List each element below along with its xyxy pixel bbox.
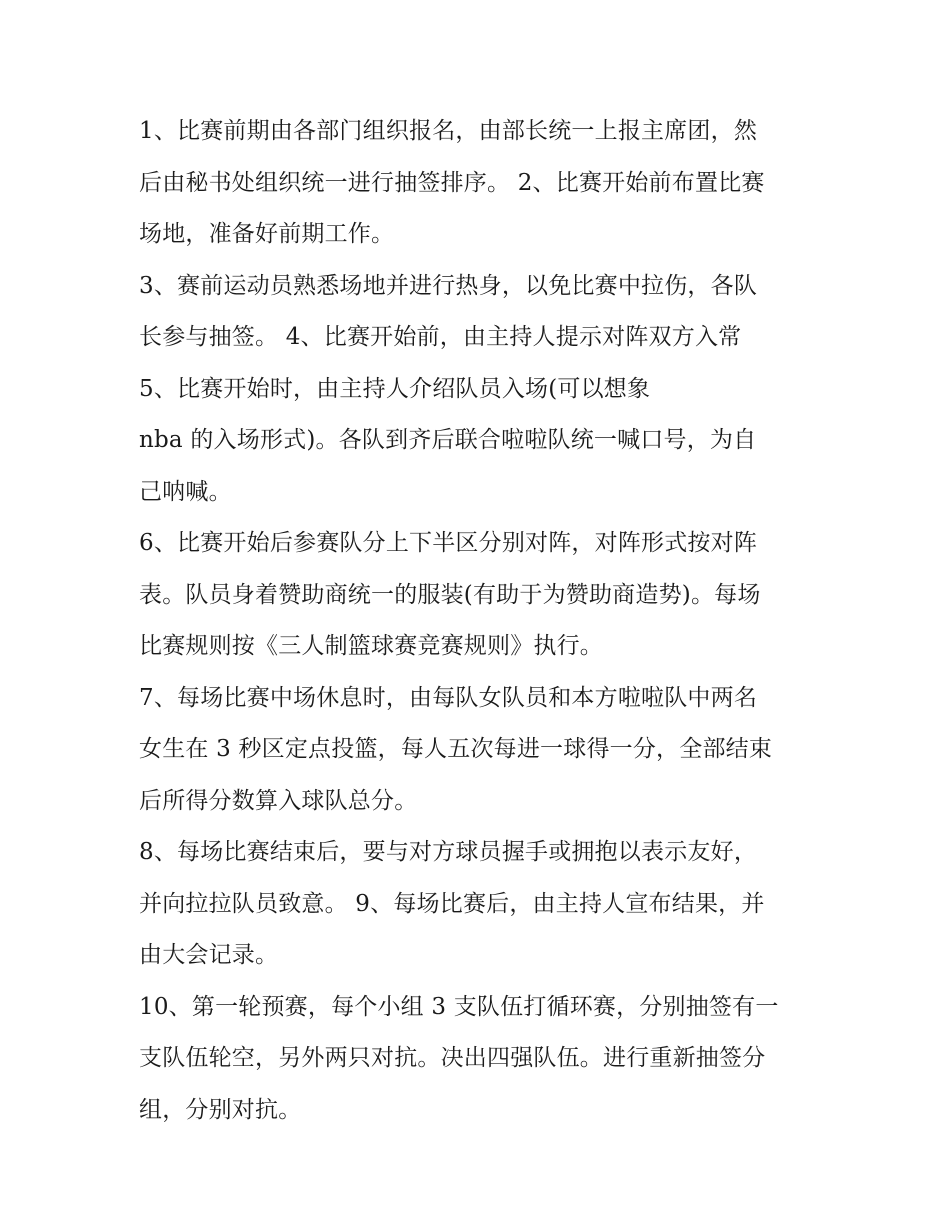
paragraph-3 xyxy=(139,364,819,519)
text-line: 5、比赛开始时，由主持人介绍队员入场(可以想象 xyxy=(139,375,651,402)
text-line: 8、每场比赛结束后，要与对方球员握手或拥抱以表示友好， xyxy=(139,839,758,865)
text-line: 组，分别对抗。 xyxy=(139,1096,302,1123)
text-line: 并向拉拉队员致意。 9、每场比赛后，由主持人宣布结果，并 xyxy=(139,890,765,917)
document-body xyxy=(139,106,819,1136)
text-line: 比赛规则按《三人制篮球赛竞赛规则》执行。 xyxy=(139,633,603,659)
paragraph-4 xyxy=(139,518,819,673)
text-line: 7、每场比赛中场休息时，由每队女队员和本方啦啦队中两名 xyxy=(139,684,758,711)
text-line: 1、比赛前期由各部门组织报名，由部长统一上报主席团，然 xyxy=(139,118,758,144)
text-line: 由大会记录。 xyxy=(139,942,279,968)
paragraph-5 xyxy=(139,673,819,828)
paragraph-1 xyxy=(139,106,819,261)
text-line: 长参与抽签。 4、比赛开始前，由主持人提示对阵双方入常 xyxy=(139,324,742,350)
paragraph-6 xyxy=(139,827,819,982)
text-line: 3、赛前运动员熟悉场地并进行热身，以免比赛中拉伤，各队 xyxy=(139,272,758,299)
text-line: 10、第一轮预赛，每个小组 3 支队伍打循环赛，分别抽签有一 xyxy=(139,993,779,1020)
text-line: 后所得分数算入球队总分。 xyxy=(139,787,418,814)
text-line: 场地，准备好前期工作。 xyxy=(139,221,395,247)
text-line: 支队伍轮空，另外两只对抗。决出四强队伍。进行重新抽签分 xyxy=(139,1045,766,1071)
text-line: 表。队员身着赞助商统一的服装(有助于为赞助商造势)。每场 xyxy=(139,581,761,608)
paragraph-2 xyxy=(139,261,819,364)
text-line: 后由秘书处组织统一进行抽签排序。 2、比赛开始前布置比赛 xyxy=(139,169,765,196)
text-line: 女生在 3 秒区定点投篮，每人五次每进一球得一分，全部结束 xyxy=(139,736,773,762)
paragraph-7 xyxy=(139,982,819,1137)
text-line: 己呐喊。 xyxy=(139,478,232,505)
text-line: 6、比赛开始后参赛队分上下半区分别对阵，对阵形式按对阵 xyxy=(139,530,758,556)
text-line: nba 的入场形式)。各队到齐后联合啦啦队统一喊口号，为自 xyxy=(139,427,757,453)
